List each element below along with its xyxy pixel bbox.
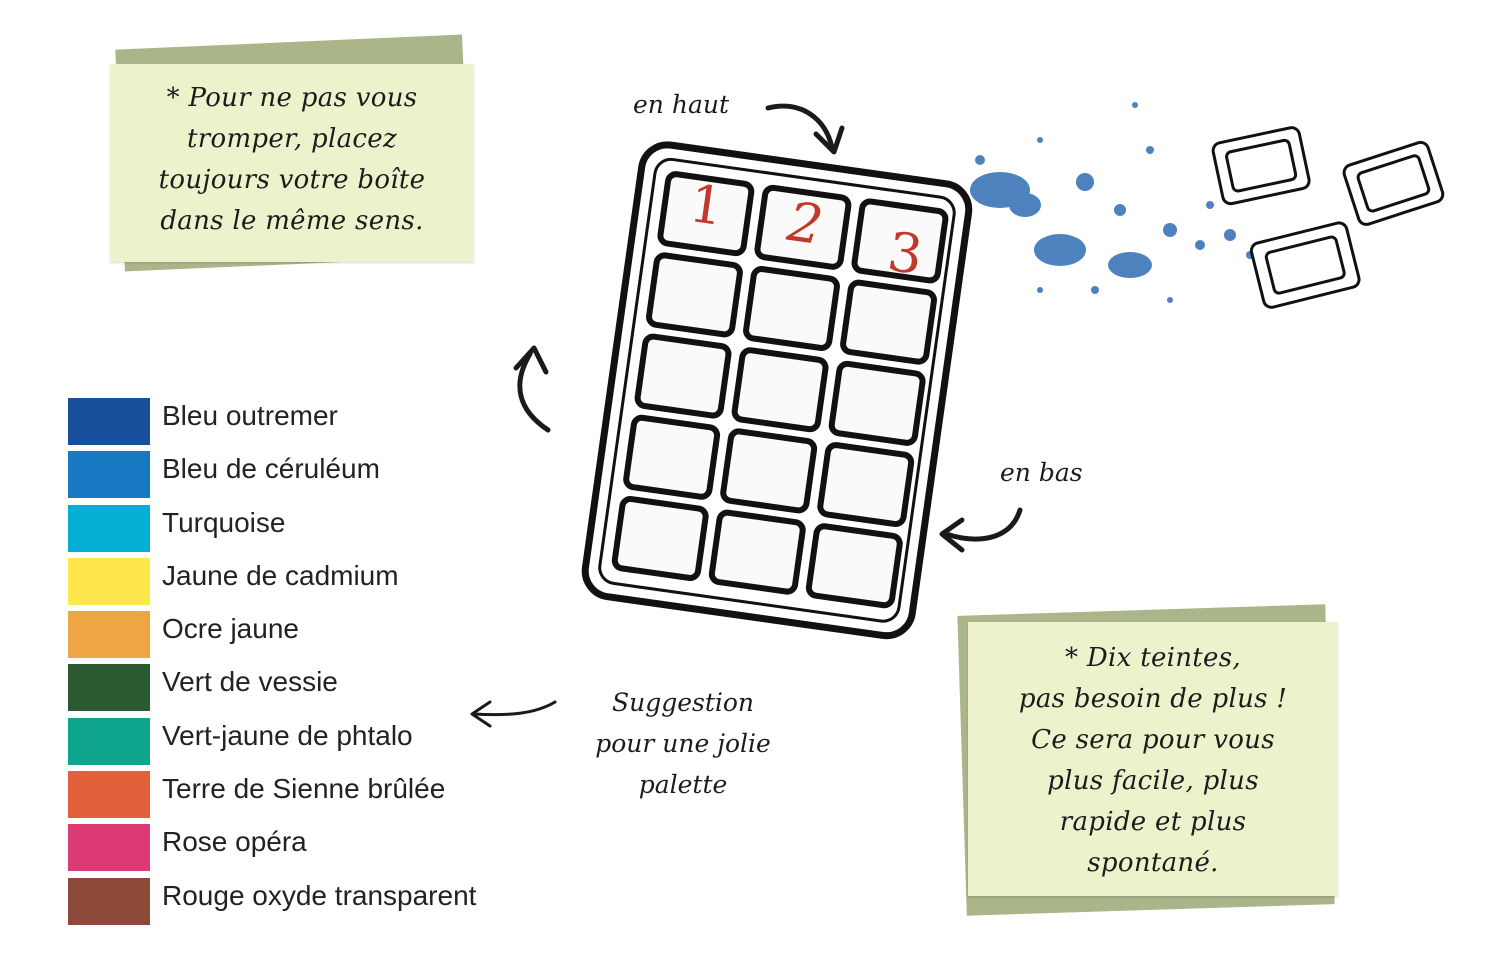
legend-swatch xyxy=(68,878,150,925)
note-bottom-line: * Dix teintes, xyxy=(1065,643,1241,673)
legend-swatch xyxy=(68,451,150,498)
legend-swatch xyxy=(68,558,150,605)
legend-swatch xyxy=(68,664,150,711)
legend-swatch xyxy=(68,611,150,658)
legend-label: Turquoise xyxy=(162,506,286,538)
legend-swatch xyxy=(68,398,150,445)
legend-label: Vert de vessie xyxy=(162,666,338,698)
legend-label: Ocre jaune xyxy=(162,613,299,645)
palette-number-3: 3 xyxy=(883,219,927,288)
label-bottom: en bas xyxy=(1000,458,1083,487)
label-suggestion-line: pour une jolie xyxy=(595,729,771,758)
label-suggestion-line: palette xyxy=(638,770,728,799)
note-top-line: tromper, placez xyxy=(187,124,397,154)
legend-swatch xyxy=(68,771,150,818)
label-suggestion-line: Suggestion xyxy=(611,688,755,717)
legend-label: Jaune de cadmium xyxy=(162,559,399,591)
note-bottom-line: plus facile, plus xyxy=(1047,766,1259,796)
note-bottom-line: spontané. xyxy=(1087,848,1219,878)
note-top-line: * Pour ne pas vous xyxy=(166,83,418,113)
legend-label: Bleu de céruléum xyxy=(162,453,380,485)
empty-pan-icon xyxy=(1342,140,1445,226)
label-top: en haut xyxy=(633,90,729,119)
legend-label: Vert-jaune de phtalo xyxy=(162,719,413,751)
legend-swatch xyxy=(68,505,150,552)
legend-label: Rose opéra xyxy=(162,826,307,858)
note-bottom-line: pas besoin de plus ! xyxy=(1018,684,1288,714)
legend-swatch xyxy=(68,824,150,871)
palette-number-1: 1 xyxy=(685,173,728,239)
legend-label: Bleu outremer xyxy=(162,400,338,431)
legend-label: Terre de Sienne brûlée xyxy=(162,773,446,805)
palette-number-2: 2 xyxy=(783,189,827,258)
empty-pan-icon xyxy=(1250,221,1361,309)
note-top-line: toujours votre boîte xyxy=(158,165,426,195)
legend-label: Rouge oxyde transparent xyxy=(162,879,477,911)
note-top-line: dans le même sens. xyxy=(160,206,424,236)
note-bottom-line: rapide et plus xyxy=(1059,807,1247,837)
empty-pan-icon xyxy=(1212,126,1311,205)
note-bottom-line: Ce sera pour vous xyxy=(1031,725,1275,755)
legend-swatch xyxy=(68,718,150,765)
